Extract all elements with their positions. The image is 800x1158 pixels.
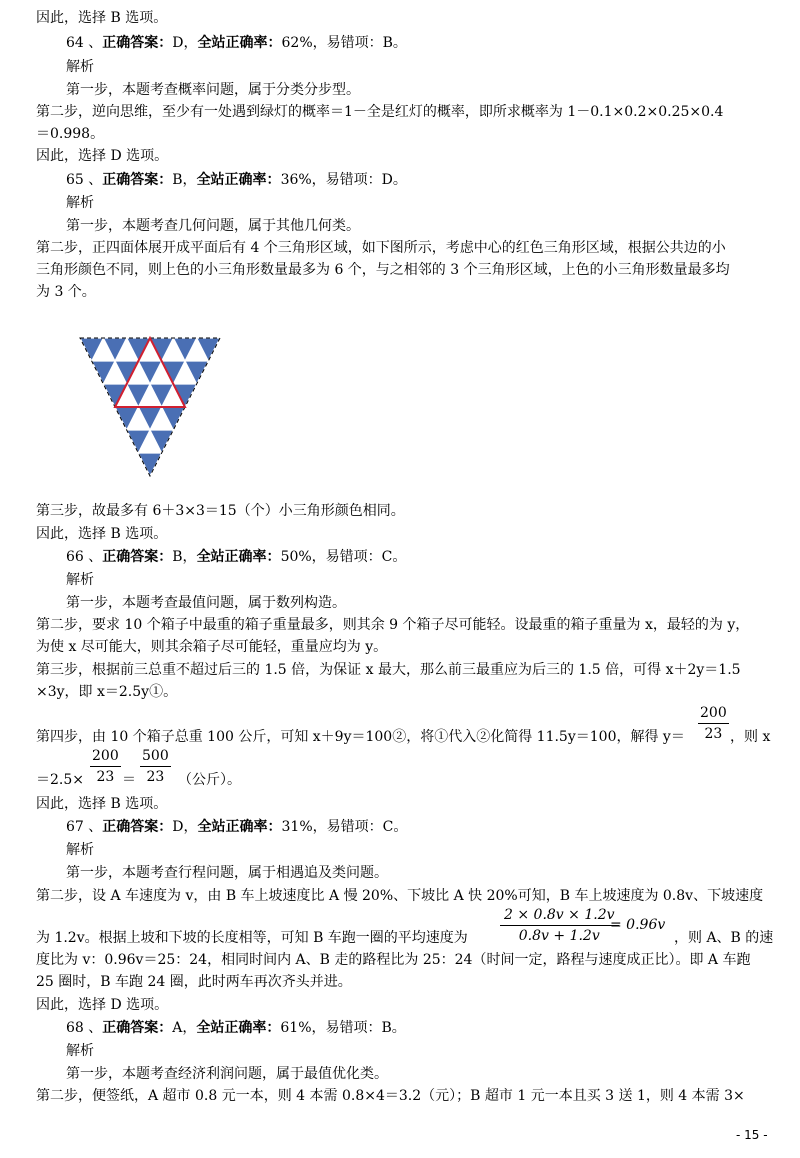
question-number: 64 、 <box>66 35 103 51</box>
rate-label: 全站正确率： <box>196 1020 281 1036</box>
text-line: 第三步，故最多有 6＋3×3＝15（个）小三角形颜色相同。 <box>36 503 405 519</box>
small-triangle <box>173 384 196 407</box>
small-triangle <box>127 384 150 407</box>
text-line: 25 圈时，B 车跑 24 圈，此时两车再次齐头并进。 <box>36 974 352 990</box>
fraction-numerator: 200 <box>700 705 727 721</box>
rate-label: 全站正确率： <box>196 549 281 565</box>
text-line: 第四步，由 10 个箱子总重 100 公斤，可知 x＋9y＝100②，将①代入②化简得 11.5y＝100，解得 y＝ <box>36 729 685 745</box>
small-triangle <box>150 338 173 361</box>
text-line: 第二步，要求 10 个箱子中最重的箱子重量最多，则其余 9 个箱子尽可能轻。设最重的箱子重量为 x，最轻的为 y， <box>36 617 750 633</box>
text-line: 第二步，设 A 车速度为 v，由 B 车上坡速度比 A 慢 20%、下坡比 A 快 20%可知，B 车上坡速度为 0.8v、下坡速度 <box>36 888 764 904</box>
small-triangle <box>138 361 161 384</box>
text-line: 解析 <box>66 195 94 211</box>
answer-value: D， <box>172 819 198 835</box>
text-line: 因此，选择 B 选项。 <box>36 796 168 812</box>
answer-label: 正确答案： <box>102 549 173 565</box>
fraction-denominator: 23 <box>140 766 171 787</box>
small-triangle <box>115 361 138 384</box>
small-triangle <box>80 338 103 361</box>
question-number: 66 、 <box>66 549 103 565</box>
small-triangle <box>138 453 161 476</box>
text-line: 解析 <box>66 572 94 588</box>
answer-label: 正确答案： <box>102 172 173 188</box>
small-triangle <box>197 338 220 361</box>
text-fragment: ，则 x <box>730 729 771 745</box>
text-line: 因此，选择 D 选项。 <box>36 148 169 164</box>
fraction-200-23 <box>90 746 121 787</box>
text-line: 为使 x 尽可能大，则其余箱子尽可能轻，重量应均为 y。 <box>36 639 388 655</box>
text-line: 第二步，正四面体展开成平面后有 4 个三角形区域，如下图所示，考虑中心的红色三角形区域，根据公共边的小 <box>36 240 726 256</box>
small-triangle <box>127 430 150 453</box>
small-triangle <box>162 361 185 384</box>
answer-line-65 <box>66 170 407 190</box>
small-triangle <box>115 407 138 430</box>
text-line: 第二步，逆向思维，至少有一处遇到绿灯的概率＝1－全是红灯的概率，即所求概率为 1－0.1×0.2×0.25×0.4 <box>36 104 724 120</box>
answer-label: 正确答案： <box>102 35 173 51</box>
rate-value: 50%，易错项：C。 <box>280 549 407 565</box>
text-line: 度比为 v：0.96v＝25：24，相同时间内 A、B 走的路程比为 25：24（时间一定，路程与速度成正比）。即 A 车跑 <box>36 952 751 968</box>
small-triangle <box>127 338 150 361</box>
small-triangle <box>173 338 196 361</box>
rate-label: 全站正确率： <box>196 172 281 188</box>
text-fragment: 为 1.2v。根据上坡和下坡的长度相等，可知 B 车跑一圈的平均速度为 <box>36 930 468 946</box>
fraction-result: = 0.96v <box>610 917 666 933</box>
answer-value: B， <box>172 549 197 565</box>
text-line: 第一步，本题考查几何问题，属于其他几何类。 <box>66 218 360 234</box>
text-fragment: ＝2.5× <box>36 772 84 788</box>
fraction-numerator: 2 × 0.8v × 1.2v <box>504 907 615 923</box>
text-line: 为 3 个。 <box>36 284 96 300</box>
text-fragment: ，则 A、B 的速 <box>674 930 774 946</box>
small-triangle <box>103 338 126 361</box>
text-line: 因此，选择 B 选项。 <box>36 10 168 26</box>
answer-line-66 <box>66 547 406 567</box>
answer-value: D， <box>172 35 198 51</box>
answer-line-64 <box>66 33 407 53</box>
question-number: 65 、 <box>66 172 103 188</box>
rate-label: 全站正确率： <box>197 35 282 51</box>
small-triangle <box>185 361 208 384</box>
text-line: 第二步，便签纸，A 超市 0.8 元一本，则 4 本需 0.8×4＝3.2（元）；B 超市 1 元一本且买 3 送 1，则 4 本需 3× <box>36 1088 745 1104</box>
small-triangle <box>92 361 115 384</box>
rate-value: 62%，易错项：B。 <box>281 35 407 51</box>
fraction-200-23 <box>698 703 729 744</box>
small-triangle <box>162 407 185 430</box>
text-line: 解析 <box>66 842 94 858</box>
equals-sign: ＝ <box>122 772 136 788</box>
text-line: 因此，选择 B 选项。 <box>36 526 168 542</box>
average-speed-fraction <box>500 906 619 945</box>
answer-value: A， <box>172 1020 197 1036</box>
answer-label: 正确答案： <box>102 1020 173 1036</box>
text-line: 第一步，本题考查最值问题，属于数列构造。 <box>66 595 346 611</box>
text-fragment: （公斤）。 <box>178 772 241 788</box>
text-line: 第一步，本题考查概率问题，属于分类分步型。 <box>66 82 360 98</box>
answer-label: 正确答案： <box>102 819 173 835</box>
fraction-denominator: 23 <box>90 766 121 787</box>
fraction-numerator: 200 <box>92 748 119 764</box>
small-triangle <box>103 384 126 407</box>
answer-line-68 <box>66 1018 406 1038</box>
text-line: 第一步，本题考查行程问题，属于相遇追及类问题。 <box>66 865 388 881</box>
text-line: 三角形颜色不同，则上色的小三角形数量最多为 6 个，与之相邻的 3 个三角形区域，上色的小三角形数量最多均 <box>36 262 730 278</box>
rate-label: 全站正确率： <box>197 819 282 835</box>
text-line: 解析 <box>66 59 94 75</box>
fraction-numerator: 500 <box>142 748 169 764</box>
text-line: 因此，选择 D 选项。 <box>36 997 169 1013</box>
text-line: 第一步，本题考查经济利润问题，属于最值优化类。 <box>66 1066 388 1082</box>
question-number: 67 、 <box>66 819 103 835</box>
rate-value: 31%，易错项：C。 <box>281 819 408 835</box>
fraction-denominator: 23 <box>698 723 729 744</box>
fraction-500-23 <box>140 746 171 787</box>
text-line: 解析 <box>66 1043 94 1059</box>
answer-value: B， <box>172 172 197 188</box>
question-number: 68 、 <box>66 1020 103 1036</box>
text-line: ＝0.998。 <box>36 126 105 142</box>
small-triangle <box>150 430 173 453</box>
small-triangle <box>138 407 161 430</box>
rate-value: 61%，易错项：B。 <box>280 1020 406 1036</box>
text-line: 第三步，根据前三总重不超过后三的 1.5 倍，为保证 x 最大，那么前三最重应为后三的 1.5 倍，可得 x＋2y＝1.5 <box>36 662 741 678</box>
answer-line-67 <box>66 817 407 837</box>
small-triangle <box>150 384 173 407</box>
rate-value: 36%，易错项：D。 <box>280 172 407 188</box>
page-number: - 15 - <box>736 1128 768 1142</box>
tetrahedron-net-figure <box>78 336 222 478</box>
fraction-denominator: 0.8v + 1.2v <box>500 925 619 945</box>
text-line: ×3y，即 x＝2.5y①。 <box>36 684 178 700</box>
